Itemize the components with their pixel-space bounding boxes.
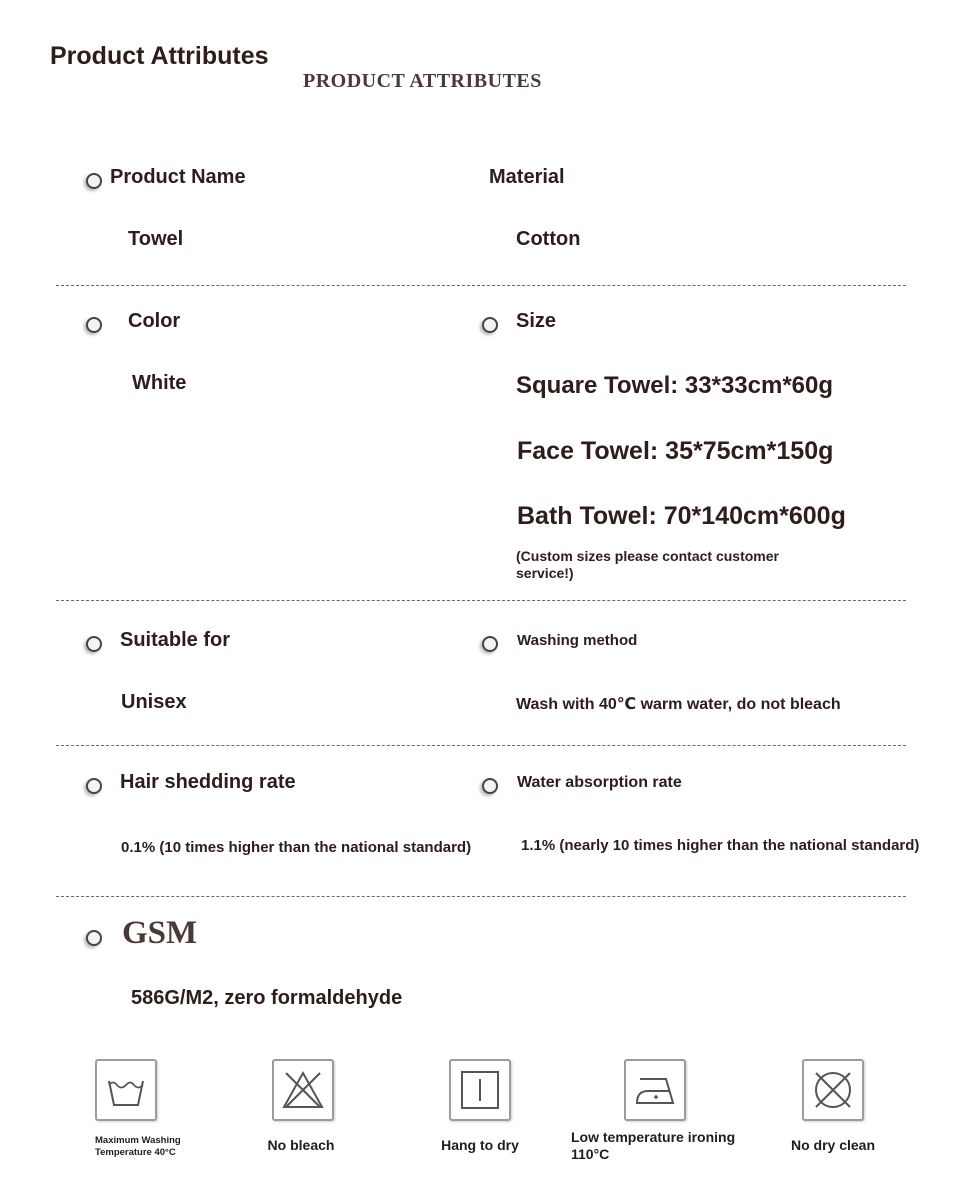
care-label-wash: Maximum Washing Temperature 40°C bbox=[95, 1135, 181, 1158]
low-iron-icon bbox=[624, 1059, 686, 1121]
care-label-dry: Hang to dry bbox=[441, 1137, 519, 1153]
material-value: Cotton bbox=[516, 228, 581, 250]
water-absorption-label: Water absorption rate bbox=[517, 774, 682, 791]
gsm-label: GSM bbox=[122, 915, 198, 951]
product-name-label: Product Name bbox=[110, 166, 246, 188]
material-label: Material bbox=[489, 166, 565, 188]
bullet-icon bbox=[482, 636, 498, 652]
size-label: Size bbox=[516, 310, 557, 332]
size-note: (Custom sizes please contact customer service!) bbox=[516, 548, 779, 581]
divider bbox=[56, 896, 906, 897]
bullet-icon bbox=[86, 636, 102, 652]
hang-dry-icon bbox=[449, 1059, 511, 1121]
bullet-icon bbox=[482, 317, 498, 333]
no-bleach-icon bbox=[272, 1059, 334, 1121]
care-label-dryclean: No dry clean bbox=[790, 1137, 876, 1153]
hair-shedding-label: Hair shedding rate bbox=[120, 771, 296, 793]
bullet-icon bbox=[86, 317, 102, 333]
page-title: Product Attributes bbox=[50, 42, 269, 70]
product-name-value: Towel bbox=[128, 228, 184, 250]
divider bbox=[56, 600, 906, 601]
bullet-icon bbox=[86, 930, 102, 946]
washing-method-label: Washing method bbox=[517, 632, 638, 649]
hair-shedding-value: 0.1% (10 times higher than the national standard) bbox=[121, 839, 472, 856]
size-face-towel: Face Towel: 35*75cm*150g bbox=[517, 437, 834, 465]
size-bath-towel: Bath Towel: 70*140cm*600g bbox=[517, 502, 846, 530]
color-label: Color bbox=[128, 310, 181, 332]
care-label-iron: Low temperature ironing 110°C bbox=[571, 1129, 736, 1162]
color-value: White bbox=[132, 372, 187, 394]
gsm-value: 586G/M2, zero formaldehyde bbox=[131, 987, 403, 1009]
water-absorption-value: 1.1% (nearly 10 times higher than the national standard) bbox=[521, 837, 920, 854]
no-dry-clean-icon bbox=[802, 1059, 864, 1121]
care-label-bleach: No bleach bbox=[267, 1137, 335, 1153]
suitable-for-label: Suitable for bbox=[120, 629, 231, 651]
divider bbox=[56, 285, 906, 286]
page-subtitle: PRODUCT ATTRIBUTES bbox=[303, 70, 542, 92]
suitable-for-value: Unisex bbox=[121, 691, 187, 713]
bullet-icon bbox=[86, 173, 102, 189]
divider bbox=[56, 745, 906, 746]
bullet-icon bbox=[86, 778, 102, 794]
washing-method-value: Wash with 40℃ warm water, do not bleach bbox=[516, 696, 841, 713]
size-square-towel: Square Towel: 33*33cm*60g bbox=[516, 372, 834, 399]
wash-tub-icon bbox=[95, 1059, 157, 1121]
bullet-icon bbox=[482, 778, 498, 794]
